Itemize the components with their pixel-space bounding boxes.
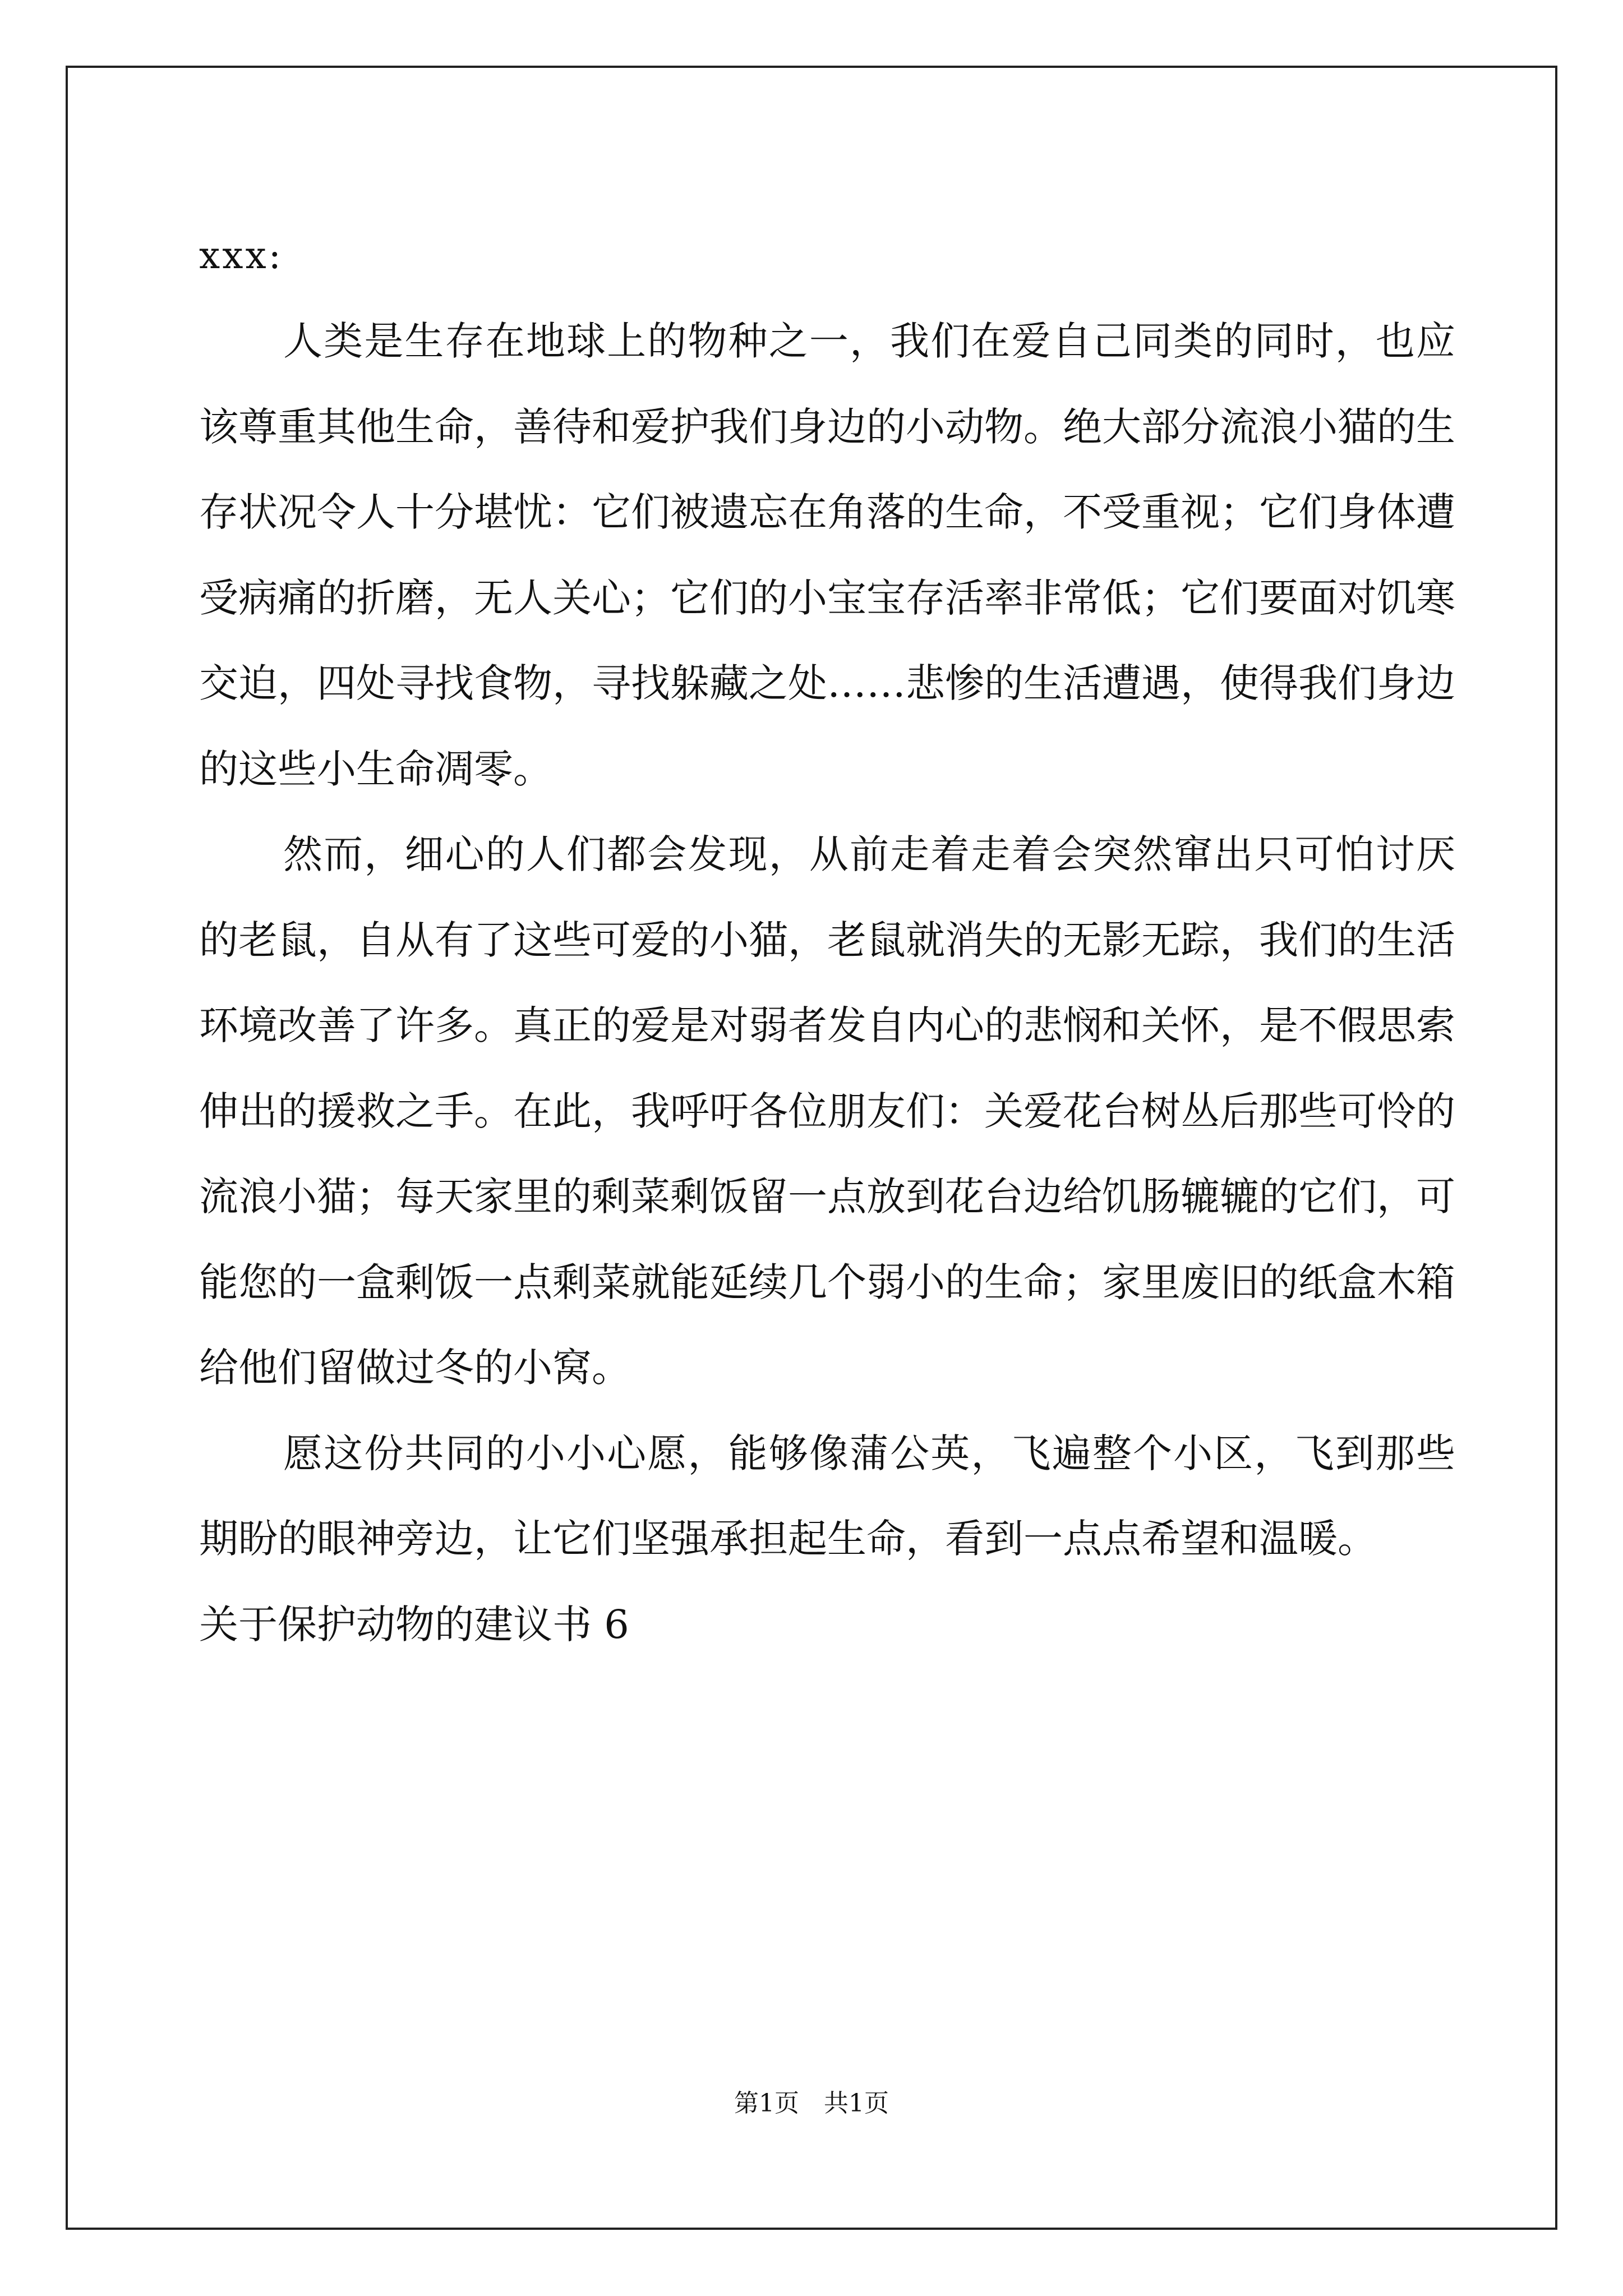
page-footer: 第1页 共1页 [734, 2089, 889, 2118]
document-body [199, 213, 1455, 1667]
greeting: xxx: [199, 234, 283, 277]
paragraph-1: 人类是生存在地球上的物种之一，我们在爱自己同类的同时，也应该尊重其他生命，善待和爱护我们身边的小动物。绝大部分流浪小猫的生存状况令人十分堪忧：它们被遗忘在角落的生命，不受重视；它们身体遭受病痛的折磨，无人关心；它们的小宝宝存活率非常低；它们要面对饥寒交迫，四处寻找食物，寻找躲藏之处……悲惨的生活遭遇，使得我们身边的这些小生命凋零。 [199, 318, 1455, 792]
next-section-heading: 关于保护动物的建议书 6 [199, 1601, 629, 1648]
paragraph-2: 然而，细心的人们都会发现，从前走着走着会突然窜出只可怕讨厌的老鼠，自从有了这些可爱的小猫，老鼠就消失的无影无踪，我们的生活环境改善了许多。真正的爱是对弱者发自内心的悲悯和关怀，是不假思索伸出的援救之手。在此，我呼吁各位朋友们：关爱花台树丛后那些可怜的流浪小猫；每天家里的剩菜剩饭留一点放到花台边给饥肠辘辘的它们，可能您的一盒剩饭一点剩菜就能延续几个弱小的生命；家里废旧的纸盒木箱给他们留做过冬的小窝。 [199, 831, 1455, 1391]
paragraph-3: 愿这份共同的小小心愿，能够像蒲公英，飞遍整个小区，飞到那些期盼的眼神旁边，让它们坚强承担起生命，看到一点点希望和温暖。 [199, 1430, 1455, 1562]
